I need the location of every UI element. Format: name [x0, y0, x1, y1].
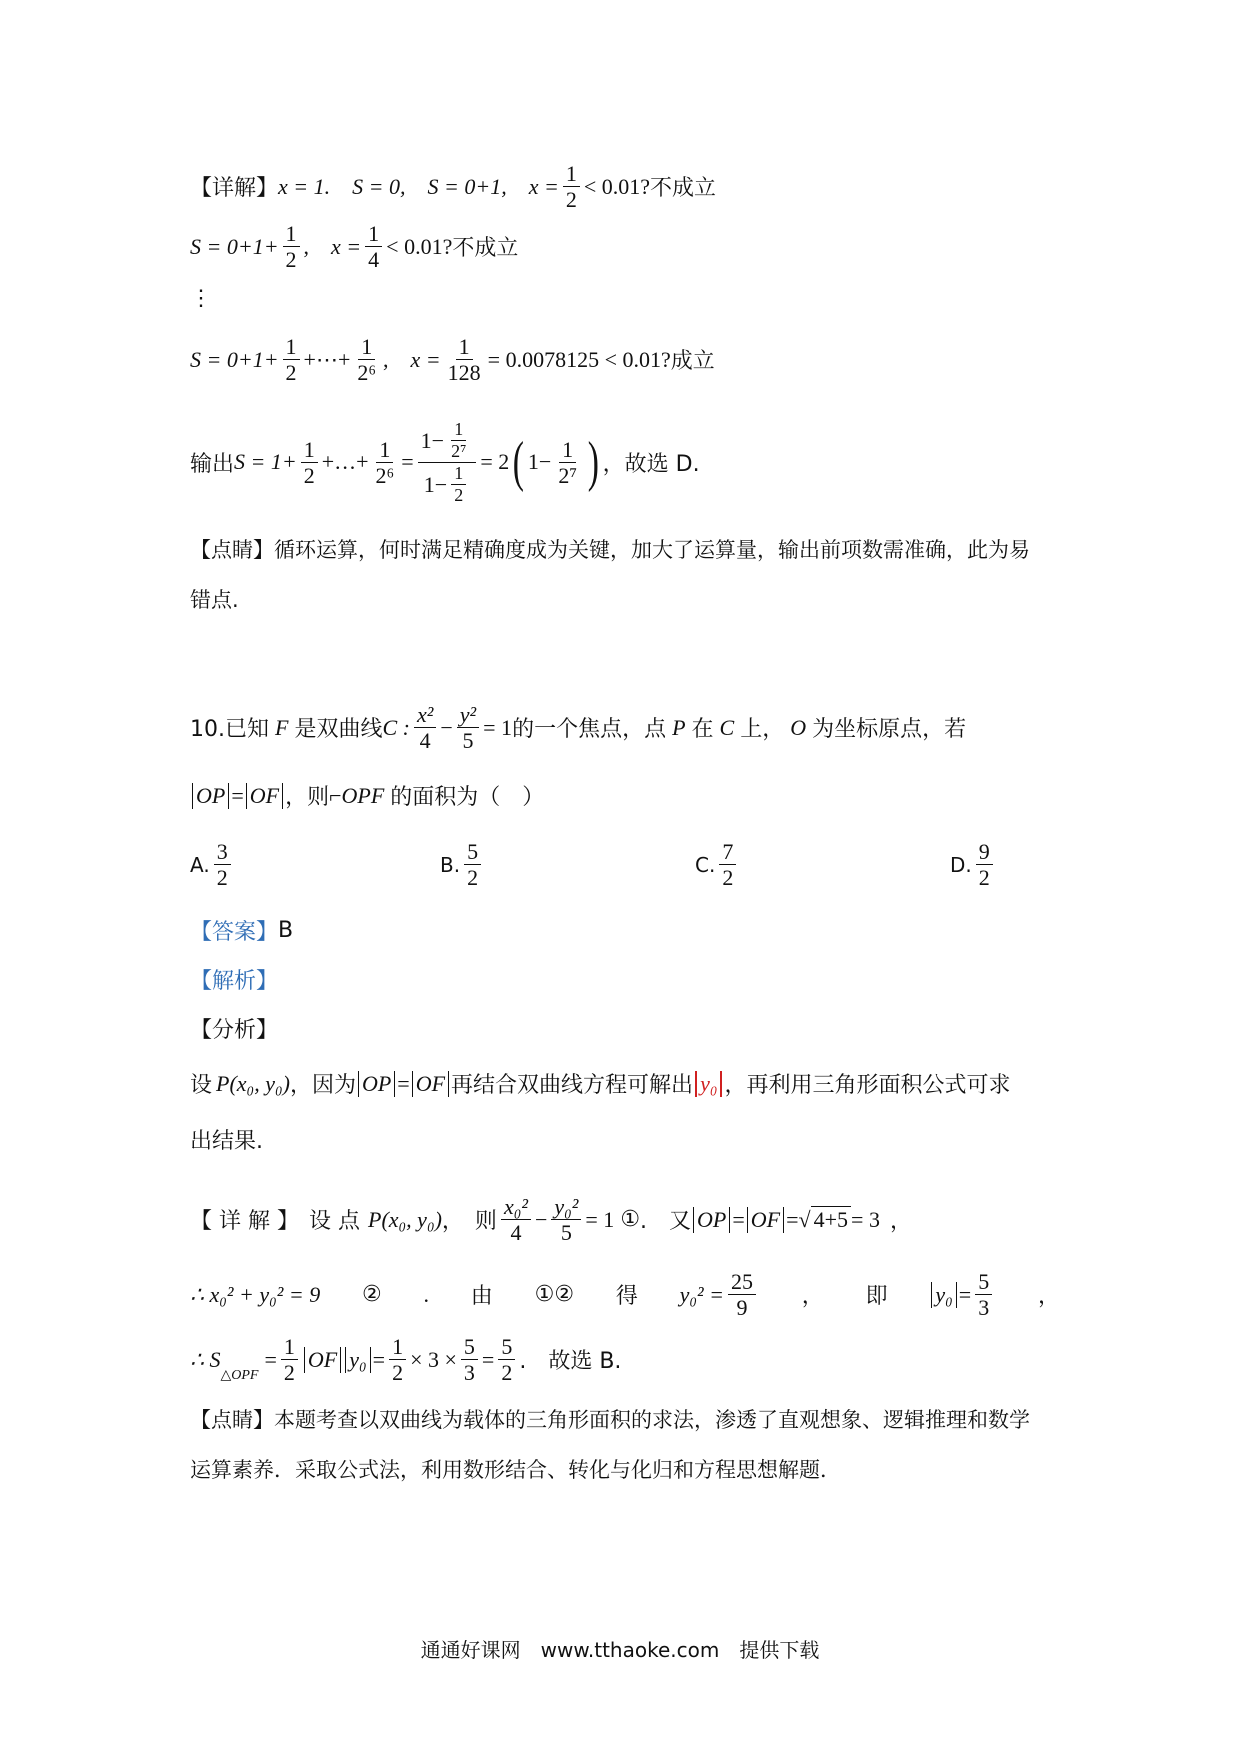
answer-line — [190, 915, 293, 946]
question-number: 10.已知 — [190, 717, 269, 743]
fraction: $\frac{5}{3}$ — [461, 1335, 478, 1384]
analysis-label: 【解析】 — [190, 969, 279, 994]
x-lhs: x = — [528, 173, 559, 199]
answer-label: 【答案】 — [190, 920, 279, 945]
comment1: 【点睛】循环运算，何时满足精确度成为关键，加大了运算量，输出前项数需准确，此为易 错点. — [190, 538, 1030, 612]
s-expr: S = 0+1+ — [190, 346, 279, 372]
fenxi-text-line1: 设 P (x₀, y₀) ，因为 OP = OF 再结合双曲线方程可解出 y₀ ，再利用三角形面积公式可求 — [190, 1070, 1011, 1098]
compare: < 0.01? — [583, 173, 650, 199]
output-label: 输出 — [190, 451, 235, 477]
fenxi-line — [190, 1013, 278, 1044]
detail2-line1: 【 详 解 】 设 点 P (x₀, y₀) ， 则 $\frac{\text{x₀²}}{4}$ − $\frac{\text{y₀²}}{5}$ = 1 ① . 又 OP = OF = √ 4+5 = 3 ， — [190, 1194, 912, 1246]
detail-label: 【 详 解 】 — [190, 1209, 299, 1235]
verdict: 成立 — [670, 349, 715, 375]
compare: < 0.01? — [386, 233, 453, 259]
fenxi-text-line2: 出结果. — [190, 1129, 263, 1154]
verdict: 不成立 — [452, 236, 519, 262]
option-d[interactable]: D. $\frac{9}{2}$ — [950, 840, 997, 889]
fraction: $\frac{\text{y²}}{5}$ — [457, 703, 479, 752]
question-10-line2: OP = OF ，则 ⌐ OPF 的面积为（ ） — [190, 780, 544, 811]
page-footer: 通通好课网 www.tthaoke.com 提供下载 — [420, 1638, 820, 1662]
analysis-line — [190, 964, 278, 995]
fraction: $\frac{5}{2}$ — [498, 1335, 515, 1384]
fraction: $\frac{1}{\text{2⁷}}$ — [558, 436, 578, 488]
x-lhs: x = — [331, 233, 362, 259]
detail1-line4: 输出 S = 1+ $\frac{1}{2}$ +…+ $\frac{1}{\text{2⁶}}$ = 1− $\frac{1}{\text{2⁷}}$ 1− $\frac{1}{2}$ = 2 ( 1− $\frac{1}{\text{2⁷}}$ ) ，故选 D. — [190, 419, 700, 505]
fraction: $\frac{25}{9}$ — [728, 1270, 756, 1319]
detail-label: 【详解】 — [190, 176, 279, 202]
question-10-line1: 10.已知 F 是双曲线 C : $\frac{\text{x²}}{4}$ − $\frac{\text{y²}}{5}$ = 1 的一个焦点，点 P 在 C 上， O 为坐标原点，若 — [190, 702, 967, 754]
comment2: 【点睛】本题考查以双曲线为载体的三角形面积的求法，渗透了直观想象、逻辑推理和数学 运算素养．采取公式法，利用数形结合、转化与化归和方程思想解题． — [190, 1408, 1030, 1482]
highlighted-y0: y₀ — [695, 1071, 722, 1097]
comment-label: 【点睛】 — [190, 538, 274, 562]
option-c[interactable]: C. $\frac{7}{2}$ — [695, 840, 740, 889]
fraction: $\frac{\text{y₀²}}{5}$ — [551, 1195, 581, 1244]
fraction: $\frac{5}{3}$ — [975, 1270, 992, 1319]
choice-suffix: ，故选 D. — [602, 451, 700, 477]
fenxi-label: 【分析】 — [190, 1018, 279, 1043]
fraction: $\frac{1}{2}$ — [301, 438, 318, 487]
fraction: $\frac{1}{2}$ — [281, 1335, 298, 1384]
comment-label: 【点睛】 — [190, 1408, 274, 1432]
fraction: $\frac{\text{x²}}{4}$ — [414, 703, 436, 752]
fraction: $\frac{1}{\text{2⁶}}$ — [357, 334, 377, 386]
fraction: $\frac{1}{2}$ — [283, 335, 300, 384]
option-b[interactable]: B. $\frac{5}{2}$ — [440, 840, 485, 889]
fraction: $\frac{1}{\text{2⁶}}$ — [375, 436, 395, 488]
fraction: $\frac{\text{x₀²}}{4}$ — [501, 1195, 531, 1244]
fraction: $\frac{1}{2}$ — [389, 1335, 406, 1384]
detail1-line1 — [190, 162, 716, 211]
x-eq-1: x = 1. — [278, 173, 331, 199]
detail2-line2: ∴ x₀² + y₀² = 9 ② . 由 ①② 得 y₀² = $\frac{25}{9}$ ， 即 y₀ = $\frac{5}{3}$ ， — [190, 1269, 1060, 1321]
option-a[interactable]: A. $\frac{3}{2}$ — [190, 840, 235, 889]
s-expr: S = 0+1+ — [190, 233, 279, 259]
answer-options — [190, 840, 1070, 900]
detail1-line3: S = 0+1+ $\frac{1}{2}$ +⋯+ $\frac{1}{\text{2⁶}}$ , x = $\frac{1}{128}$ = 0.0078125 < 0.01? 成立 — [190, 334, 715, 386]
s-eq-0: S = 0, — [352, 173, 406, 199]
compound-fraction: 1− $\frac{1}{\text{2⁷}}$ 1− $\frac{1}{2}$ — [418, 420, 477, 505]
detail2-line3: ∴ S $_{\triangle OPF}$ = $\frac{1}{2}$ OF y₀ = $\frac{1}{2}$ × 3 × $\frac{5}{3}$ = $\frac{5}{2}$ . 故选 B. — [190, 1334, 622, 1386]
fraction: $\frac{1}{128}$ — [447, 334, 481, 386]
fraction: $\frac{1}{2}$ — [563, 162, 580, 211]
fraction: $\frac{1}{2}$ — [283, 222, 300, 271]
fraction: $\frac{1}{4}$ — [365, 222, 382, 271]
s-eq-0-plus-1: S = 0+1, — [427, 173, 507, 199]
rhs: = 0.0078125 < 0.01? — [487, 346, 671, 372]
x-lhs: x = — [410, 346, 441, 372]
answer-value: B — [278, 918, 294, 943]
detail1-line2: S = 0+1+ $\frac{1}{2}$ , x = $\frac{1}{4}$ < 0.01? 不成立 — [190, 221, 519, 273]
vertical-dots: ⋮ — [190, 285, 212, 310]
verdict: 不成立 — [650, 176, 717, 202]
